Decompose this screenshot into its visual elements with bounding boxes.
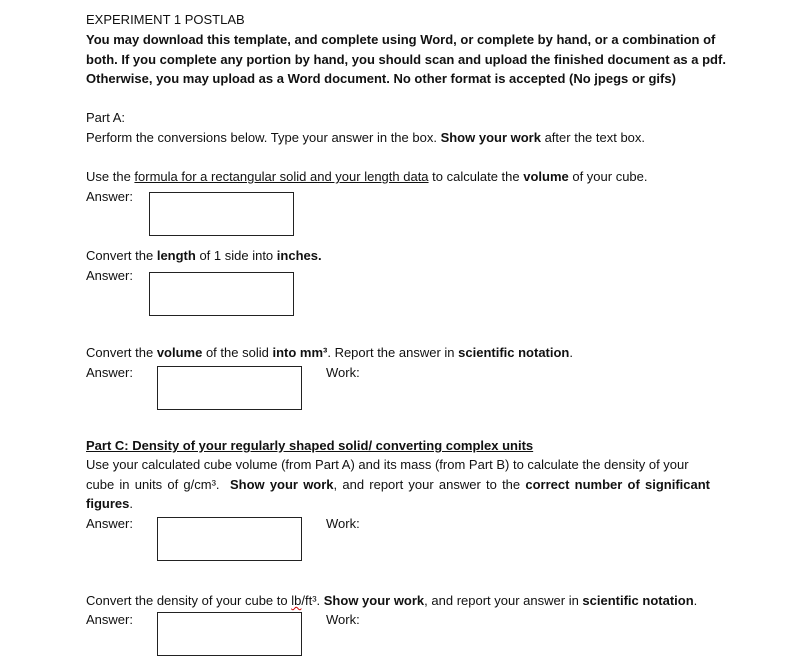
q1-text-bold: volume [523,169,569,184]
q3-bold-1: volume [156,345,203,360]
q1-text-pre: Use the [86,169,135,184]
work-label-5: Work: [326,612,360,627]
part-a-intro-bold: Show your work [440,130,541,145]
answer-box-3[interactable] [157,366,302,410]
answer-label-4: Answer: [86,516,133,531]
q3-bold-2: into mm³ [272,345,328,360]
q2-bold-2: inches. [276,248,322,263]
part-a-intro-end: after the text box. [540,130,646,145]
part-c-line-2-mid: , and report your answer to the [333,477,526,492]
q2-bold-1: length [156,248,196,263]
q1-text-post: of your cube. [568,169,648,184]
q2-text-pre: Convert the [86,248,157,263]
instructions-line-1: You may download this template, and complete using Word, or complete by hand, or a combination of [86,32,716,47]
question-density-lbft3 [86,591,697,610]
q5-text-mid: . [316,593,324,608]
q1-underlined-phrase: formula for a rectangular solid and your length data [134,169,429,184]
q3-text-mid1: of the solid [202,345,273,360]
question-volume [86,167,648,186]
part-c-heading: Part C: Density of your regularly shaped solid/ converting complex units [86,438,534,453]
answer-box-2[interactable] [149,272,294,316]
answer-label-2: Answer: [86,268,133,283]
answer-label-3: Answer: [86,365,133,380]
part-c-line-2-pre: cube in units of g/cm³. [86,477,230,492]
part-c-line-2-bold-2: correct number of significant [525,477,710,492]
part-c-line-2-bold-1: Show your work [229,477,334,492]
part-a-intro [86,128,645,147]
q5-text-mid2: , and report your answer in [424,593,583,608]
answer-box-5[interactable] [157,612,302,656]
q5-bold-1: Show your work [323,593,425,608]
q5-bold-2: scientific notation [582,593,694,608]
q5-text-pre: Convert the density of your cube to [86,593,292,608]
q3-text-post: . [569,345,573,360]
q2-text-mid: of 1 side into [195,248,277,263]
q3-bold-3: scientific notation [458,345,570,360]
instructions-line-2: both. If you complete any portion by hand, you should scan and upload the finished document as a pdf. [86,52,726,67]
question-length [86,246,322,265]
q3-text-mid2: . Report the answer in [327,345,459,360]
work-label-3: Work: [326,365,360,380]
answer-box-1[interactable] [149,192,294,236]
q3-text-pre: Convert the [86,345,157,360]
part-c-line-2 [86,475,710,494]
document-title: EXPERIMENT 1 POSTLAB [86,12,245,27]
q5-unit-lb: lb [291,593,302,608]
q5-unit-rest: /ft³ [301,593,317,608]
part-c-line-3 [86,494,133,513]
part-a-intro-text: Perform the conversions below. Type your answer in the box. [86,130,441,145]
q5-text-post: . [693,593,698,608]
answer-label-1: Answer: [86,189,133,204]
part-c-line-3-post: . [129,496,133,511]
part-c-line-3-bold: figures [86,496,130,511]
question-volume-mm3 [86,343,573,362]
q1-text-mid: to calculate the [428,169,524,184]
work-label-4: Work: [326,516,360,531]
answer-box-4[interactable] [157,517,302,561]
instructions-line-3: Otherwise, you may upload as a Word document. No other format is accepted (No jpegs or gifs) [86,71,676,86]
answer-label-5: Answer: [86,612,133,627]
part-c-line-1: Use your calculated cube volume (from Part A) and its mass (from Part B) to calculate the density of your [86,457,689,472]
part-a-heading: Part A: [86,110,126,125]
